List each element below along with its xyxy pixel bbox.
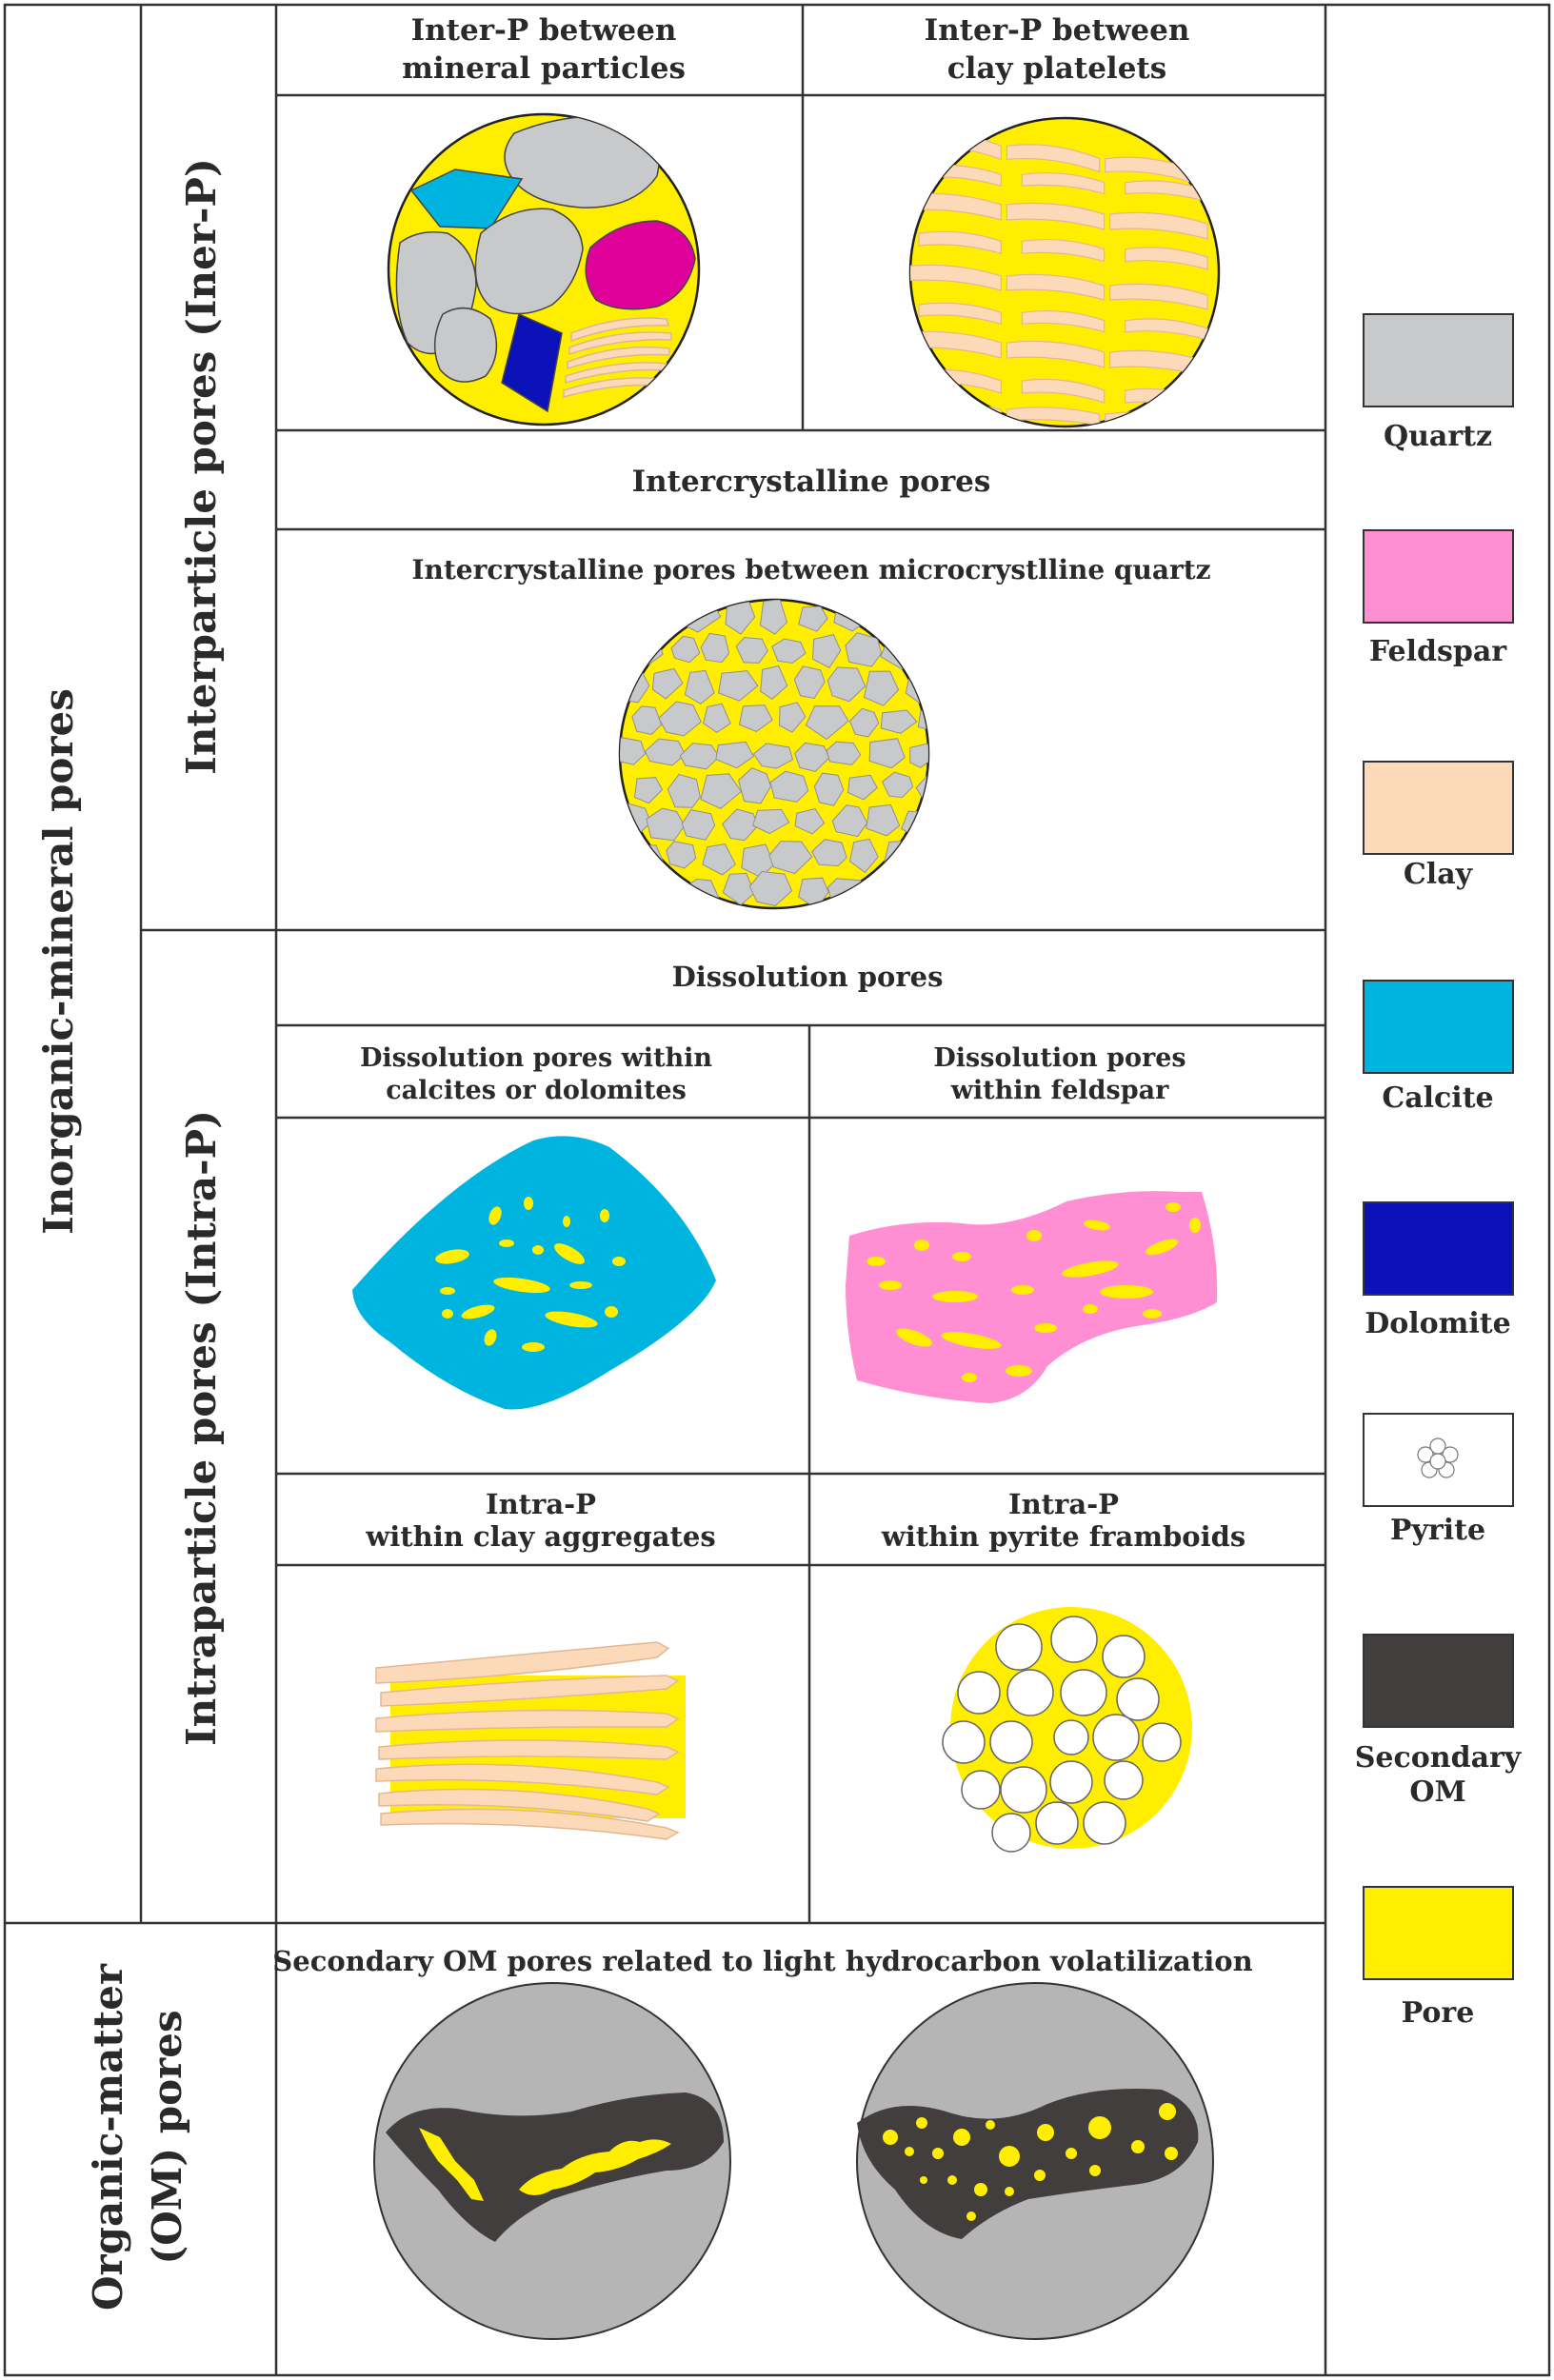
- cell-inter-clay-line1: Inter-P between: [924, 13, 1190, 48]
- illustration-om-irregular: [374, 1983, 730, 2339]
- pyrite-sphere: [1103, 1636, 1145, 1677]
- legend-label: OM: [1409, 1775, 1466, 1809]
- pore: [1006, 1365, 1032, 1377]
- clay-platelet: [1106, 412, 1198, 430]
- cell-dissolution-feldspar-line1: Dissolution pores: [933, 1043, 1186, 1073]
- pore: [1026, 1230, 1042, 1241]
- pore: [974, 2183, 987, 2196]
- illustration-clay-aggregates: [376, 1642, 686, 1839]
- category-organic-line1: Organic-matter: [85, 1963, 131, 2311]
- pore: [914, 1240, 929, 1251]
- cell-inter-clay-line2: clay platelets: [946, 51, 1167, 86]
- cell-intra-clay-line1: Intra-P: [486, 1488, 596, 1520]
- pore: [986, 2120, 995, 2130]
- pyrite-sphere: [1051, 1616, 1097, 1662]
- illustration-microcrystalline-quartz: [607, 597, 959, 911]
- quartz-crystal: [902, 811, 941, 841]
- pore: [1034, 2170, 1046, 2181]
- quartz-crystal: [872, 881, 900, 903]
- pore: [522, 1342, 545, 1352]
- clay-platelet: [908, 132, 1001, 160]
- legend-swatch-clay: [1364, 762, 1513, 854]
- pore: [966, 2211, 976, 2221]
- pyrite-sphere: [1001, 1767, 1046, 1813]
- illustration-clay-platelets: [904, 118, 1219, 430]
- table-grid: [5, 5, 1549, 2375]
- legend-label: Dolomite: [1365, 1307, 1511, 1340]
- legend-swatch-quartz: [1364, 314, 1513, 407]
- pore: [905, 2147, 914, 2156]
- pyrite-sphere: [1061, 1670, 1106, 1716]
- cell-intercrystalline-header: Intercrystalline pores: [631, 465, 991, 499]
- pyrite-sphere: [1054, 1720, 1088, 1755]
- pore: [1166, 1202, 1181, 1212]
- pore: [569, 1281, 592, 1289]
- pyrite-sphere: [1036, 1802, 1078, 1844]
- pore: [1100, 1285, 1153, 1299]
- quartz-crystal: [910, 744, 936, 767]
- quartz-crystal: [648, 607, 683, 631]
- quartz-crystal: [648, 874, 681, 902]
- legend-label: Pore: [1401, 1996, 1475, 2030]
- quartz-crystal: [901, 603, 932, 629]
- pyrite-sphere: [990, 1721, 1032, 1763]
- cell-om-secondary: Secondary OM pores related to light hydrocarbon volatilization: [272, 1945, 1253, 1977]
- pyrite-sphere: [1084, 1802, 1126, 1844]
- cell-inter-mineral-line2: mineral particles: [402, 51, 686, 86]
- quartz-crystal: [914, 843, 953, 870]
- cell-dissolution-calcite-line2: calcites or dolomites: [386, 1076, 687, 1105]
- pore: [867, 1257, 886, 1266]
- pyrite-sphere: [992, 1814, 1030, 1852]
- legend-label: Pyrite: [1389, 1514, 1486, 1547]
- pore: [442, 1309, 453, 1319]
- pore: [612, 1257, 626, 1266]
- pore: [1131, 2140, 1145, 2153]
- legend: [1355, 314, 1523, 2030]
- legend-swatch-dolomite: [1364, 1202, 1513, 1295]
- quartz-crystal: [615, 605, 645, 630]
- pore: [916, 2117, 927, 2129]
- pore: [1165, 2147, 1178, 2160]
- pyrite-sphere: [943, 1721, 985, 1763]
- pore: [1037, 2124, 1054, 2141]
- legend-swatch-secondary: [1364, 1635, 1513, 1727]
- illustration-mineral-particles: [388, 114, 699, 425]
- legend-label: Quartz: [1383, 420, 1493, 453]
- legend-label: Feldspar: [1368, 635, 1507, 668]
- pore: [962, 1373, 977, 1382]
- pyrite-sphere: [1143, 1723, 1181, 1761]
- pore: [1005, 2187, 1014, 2196]
- cell-intra-pyrite-line2: within pyrite framboids: [881, 1520, 1246, 1553]
- pore: [605, 1306, 618, 1318]
- cell-dissolution-header: Dissolution pores: [671, 961, 944, 993]
- pore: [1143, 1309, 1162, 1319]
- pore: [879, 1280, 902, 1290]
- quartz-crystal: [607, 877, 646, 910]
- category-inorganic: Inorganic-mineral pores: [35, 688, 82, 1235]
- quartz-crystal: [921, 640, 959, 667]
- pore: [952, 1252, 971, 1261]
- cell-intra-pyrite-line1: Intra-P: [1008, 1488, 1119, 1520]
- pore: [932, 1291, 978, 1302]
- quartz-crystal: [869, 597, 900, 631]
- quartz-crystal: [918, 708, 958, 733]
- pyrite-sphere: [1007, 1670, 1053, 1716]
- subcategory-interparticle: Interparticle pores (Iner-P): [178, 158, 225, 775]
- illustration-om-round: [857, 1983, 1213, 2339]
- pore: [563, 1216, 570, 1227]
- legend-label: Secondary: [1354, 1741, 1522, 1775]
- pore: [600, 1209, 609, 1222]
- pore: [499, 1240, 514, 1247]
- pore: [947, 2175, 957, 2185]
- cell-intercrystalline-quartz: Intercrystalline pores between microcrystlline quartz: [411, 554, 1211, 585]
- legend-swatch-pore: [1364, 1887, 1513, 1979]
- illustration-feldspar-dissolution: [846, 1191, 1217, 1403]
- subcategory-intraparticle: Intraparticle pores (Intra-P): [178, 1109, 225, 1747]
- pyrite-sphere: [1117, 1678, 1159, 1720]
- illustration-calcite-dissolution: [352, 1136, 716, 1409]
- pore: [532, 1245, 544, 1255]
- pore: [1159, 2103, 1176, 2120]
- pore: [920, 2176, 927, 2184]
- cell-dissolution-feldspar-line2: within feldspar: [950, 1076, 1169, 1105]
- pore: [1089, 2165, 1101, 2176]
- pyrite-sphere: [958, 1672, 1000, 1714]
- cell-inter-mineral-line1: Inter-P between: [410, 13, 677, 48]
- quartz-crystal: [903, 874, 930, 904]
- pore: [1066, 2148, 1077, 2159]
- quartz-crystal: [828, 879, 867, 911]
- cell-dissolution-calcite-line1: Dissolution pores within: [359, 1043, 713, 1073]
- pore: [999, 2146, 1020, 2167]
- pyrite-sphere: [1093, 1715, 1139, 1760]
- pyrite-sphere: [996, 1624, 1042, 1670]
- legend-swatch-feldspar: [1364, 530, 1513, 623]
- pyrite-sphere: [1105, 1761, 1143, 1799]
- pyrite-sphere: [962, 1771, 1000, 1809]
- legend-label: Calcite: [1382, 1081, 1494, 1115]
- pore: [524, 1197, 533, 1210]
- illustration-pyrite-framboids: [943, 1607, 1192, 1852]
- pore: [953, 2129, 970, 2146]
- pore: [932, 2148, 944, 2159]
- pore: [1034, 1323, 1057, 1333]
- pore: [440, 1287, 455, 1295]
- calcite-crystal: [352, 1136, 716, 1409]
- pore: [1189, 1218, 1201, 1233]
- pore: [1083, 1304, 1098, 1314]
- pore: [883, 2130, 898, 2145]
- legend-swatch-calcite: [1364, 981, 1513, 1073]
- pore: [1088, 2116, 1111, 2139]
- legend-label: Clay: [1403, 858, 1473, 891]
- category-organic-line2: (OM) pores: [144, 2010, 190, 2265]
- quartz-grain: [435, 308, 497, 383]
- cell-intra-clay-line2: within clay aggregates: [366, 1520, 716, 1553]
- pyrite-sphere: [1050, 1761, 1092, 1803]
- pyrite-sphere: [1430, 1454, 1445, 1469]
- pore: [1011, 1285, 1034, 1295]
